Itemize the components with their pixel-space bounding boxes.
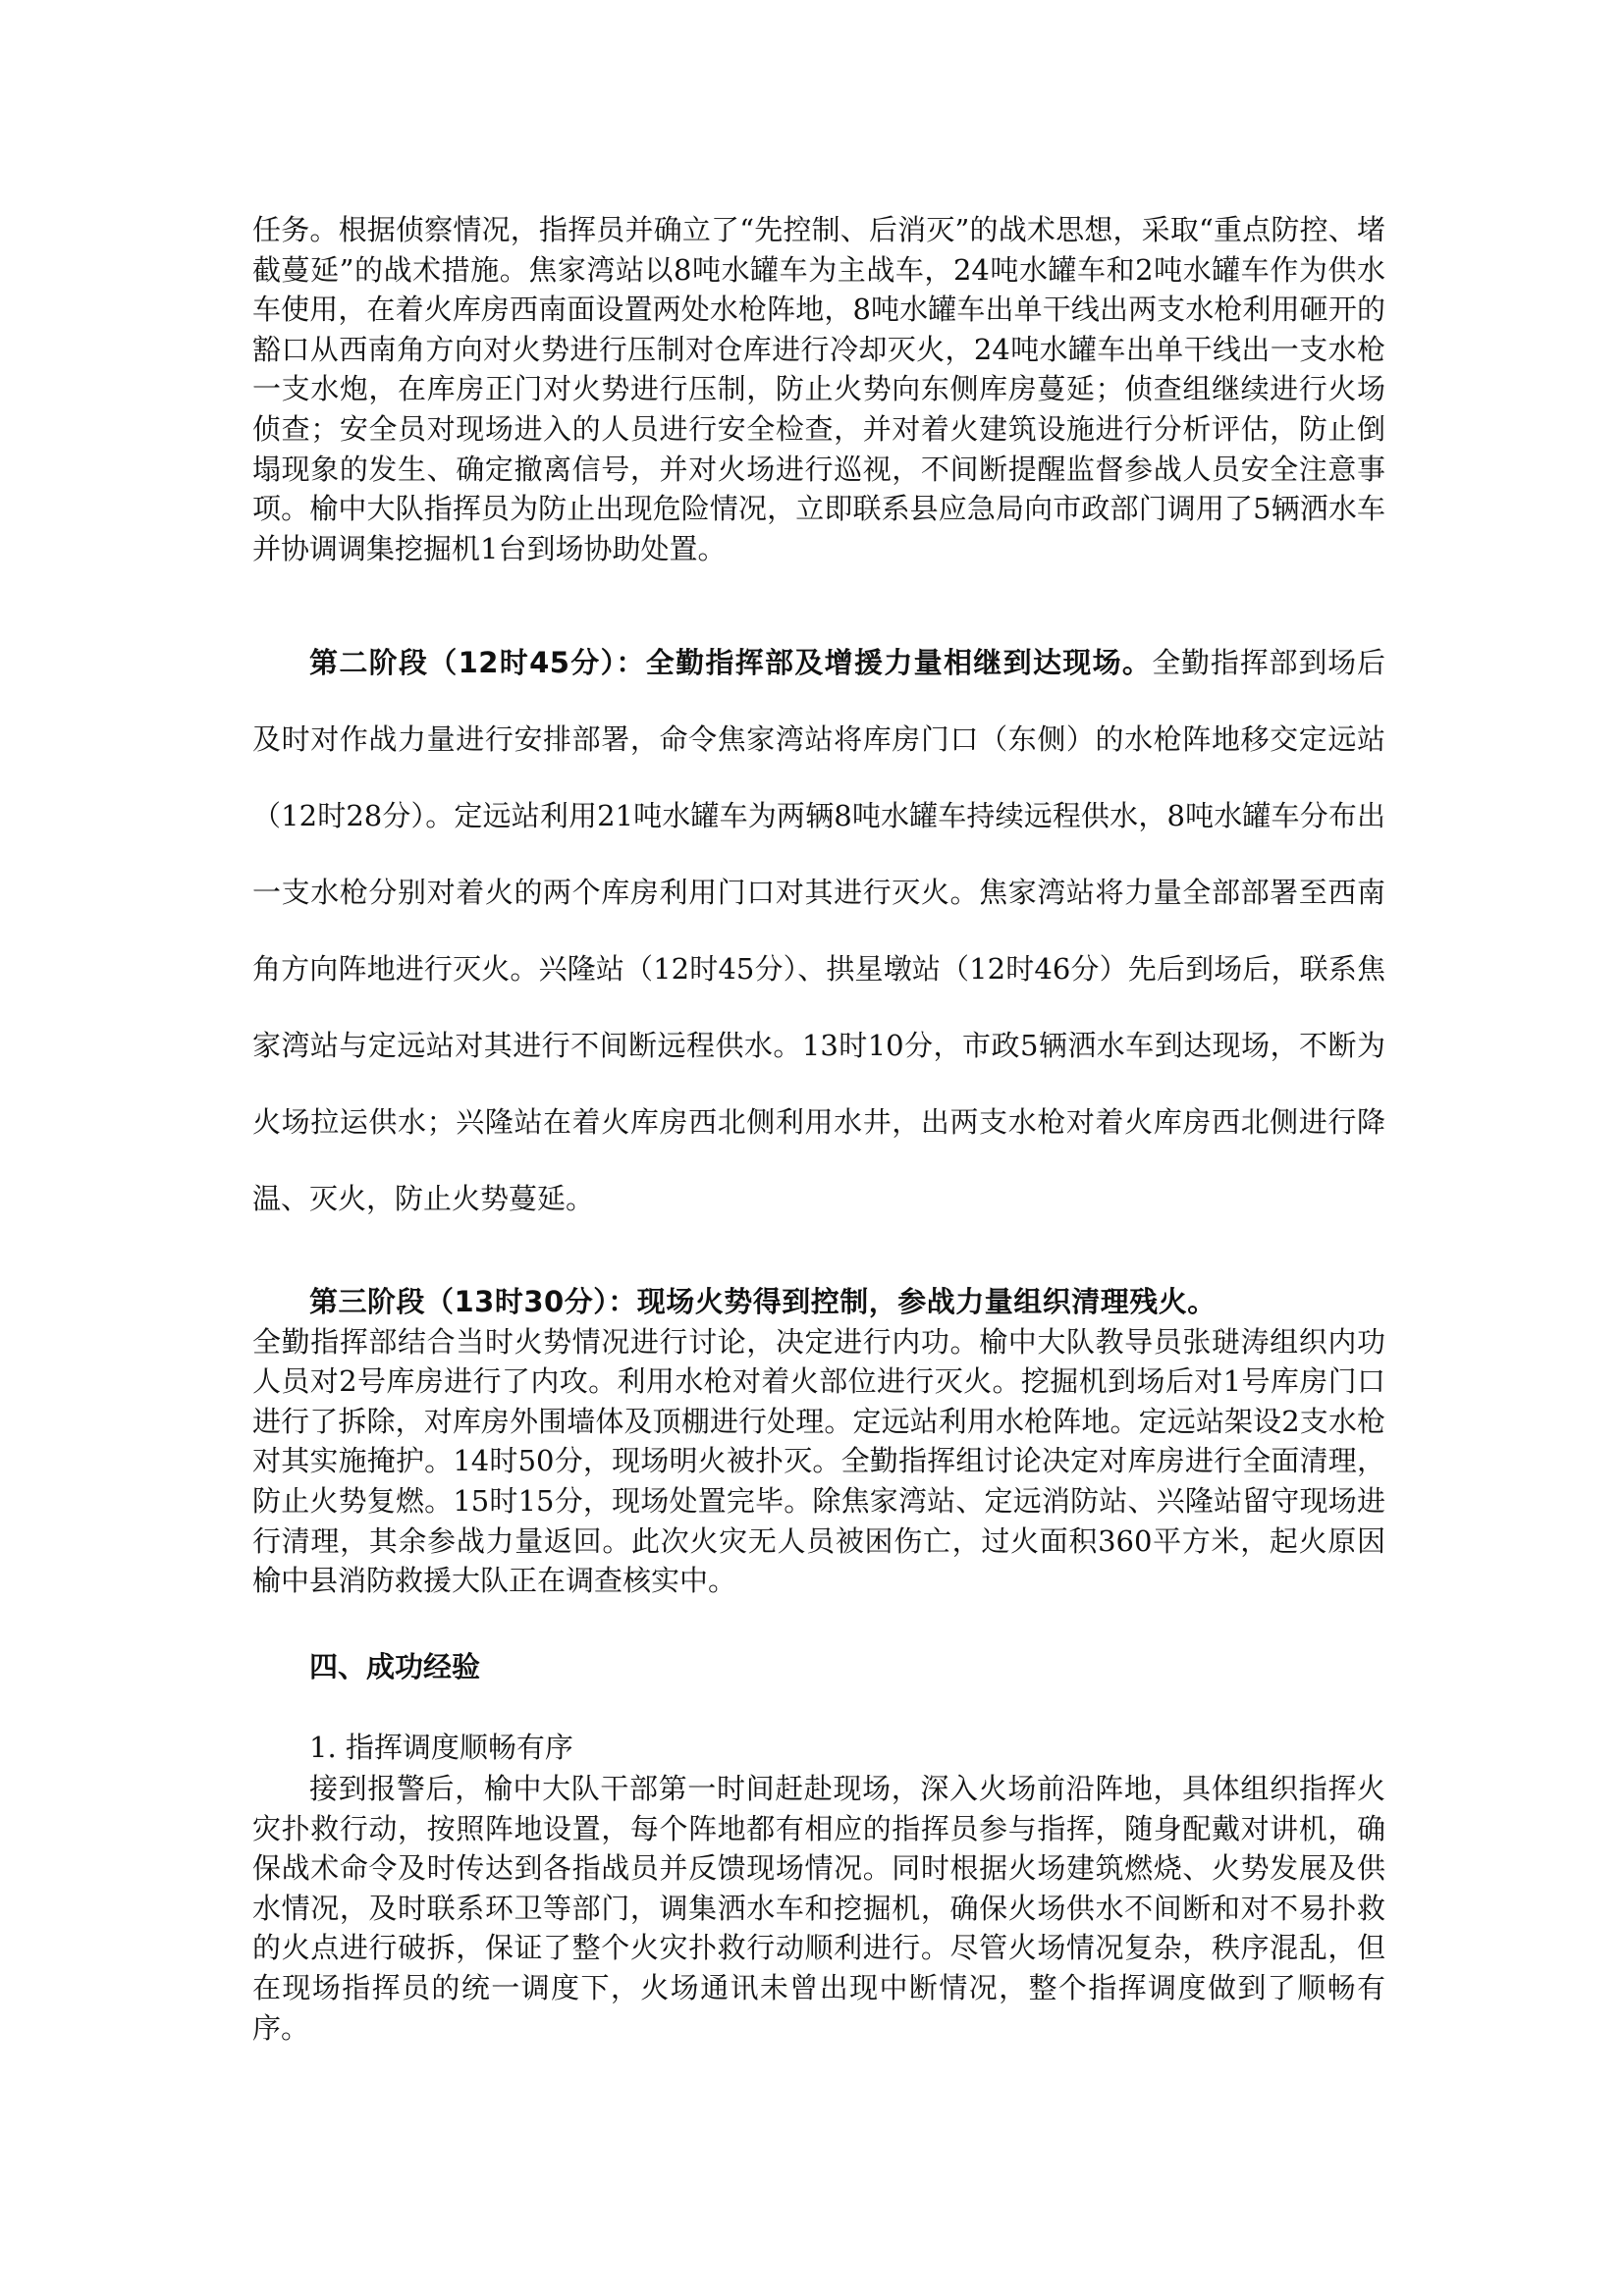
stage-three-body: 全勤指挥部结合当时火势情况进行讨论，决定进行内功。榆中大队教导员张琎涛组织内功人员对2号库房进行了内攻。利用水枪对着火部位进行灭火。挖掘机到场后对1号库房门口进行了拆除，对库房外围墙体及顶棚进行处理。定远站利用水枪阵地。定远站架设2支水枪对其实施掩护。14时50分，现场明火被扑灭。全勤指挥组讨论决定对库房进行全面清理，防止火势复燃。15时15分，现场处置完毕。除焦家湾站、定远消防站、兴隆站留守现场进行清理，其余参战力量返回。此次火灾无人员被困伤亡，过火面积360平方米，起火原因榆中县消防救援大队正在调查核实中。 [252, 1324, 1385, 1598]
stage-two-body: 全勤指挥部到场后及时对作战力量进行安排部署，命令焦家湾站将库房门口（东侧）的水枪阵地移交定远站（12时28分）。定远站利用21吨水罐车为两辆8吨水罐车持续远程供水，8吨水罐车分布出一支水枪分别对着火的两个库房利用门口对其进行灭火。焦家湾站将力量全部部署至西南角方向阵地进行灭火。兴隆站（12时45分）、拱星墩站（12时46分）先后到场后，联系焦家湾站与定远站对其进行不间断远程供水。13时10分，市政5辆洒水车到达现场，不断为火场拉运供水；兴隆站在着火库房西北侧利用水井，出两支水枪对着火库房西北侧进行降温、灭火，防止火势蔓延。 [252, 646, 1385, 1215]
paragraph-command-dispatch: 接到报警后，榆中大队干部第一时间赶赴现场，深入火场前沿阵地，具体组织指挥火灾扑救行动，按照阵地设置，每个阵地都有相应的指挥员参与指挥，随身配戴对讲机，确保战术命令及时传达到各指战员并反馈现场情况。同时根据火场建筑燃烧、火势发展及供水情况，及时联系环卫等部门，调集洒水车和挖掘机，确保火场供水不间断和对不易扑救的火点进行破拆，保证了整个火灾扑救行动顺利进行。尽管火场情况复杂，秩序混乱，但在现场指挥员的统一调度下，火场通讯未曾出现中断情况，整个指挥调度做到了顺畅有序。 [252, 1772, 1385, 2045]
paragraph-stage-two [252, 624, 1385, 1237]
section-four-heading: 四、成功经验 [309, 1650, 481, 1683]
paragraph-stage-three [252, 1282, 1385, 1601]
stage-two-heading: 第二阶段（12时45分）：全勤指挥部及增援力量相继到达现场。 [309, 646, 1153, 679]
paragraph-task: 任务。根据侦察情况，指挥员并确立了“先控制、后消灭”的战术思想，采取“重点防控、堵截蔓延”的战术措施。焦家湾站以8吨水罐车为主战车，24吨水罐车和2吨水罐车作为供水车使用，在着火库房西南面设置两处水枪阵地，8吨水罐车出单干线出两支水枪利用砸开的豁口从西南角方向对火势进行压制对仓库进行冷却灭火，24吨水罐车出单干线出一支水枪一支水炮，在库房正门对火势进行压制，防止火势向东侧库房蔓延；侦查组继续进行火场侦查；安全员对现场进入的人员进行安全检查，并对着火建筑设施进行分析评估，防止倒塌现象的发生、确定撤离信号，并对火场进行巡视，不间断提醒监督参战人员安全注意事项。榆中大队指挥员为防止出现危险情况，立即联系县应急局向市政部门调用了5辆洒水车并协调调集挖掘机1台到场协助处置。 [252, 213, 1385, 565]
stage-three-heading: 第三阶段（13时30分）：现场火势得到控制，参战力量组织清理残火。 [309, 1285, 1217, 1318]
subsection-one-heading: 1. 指挥调度顺畅有序 [309, 1731, 573, 1764]
